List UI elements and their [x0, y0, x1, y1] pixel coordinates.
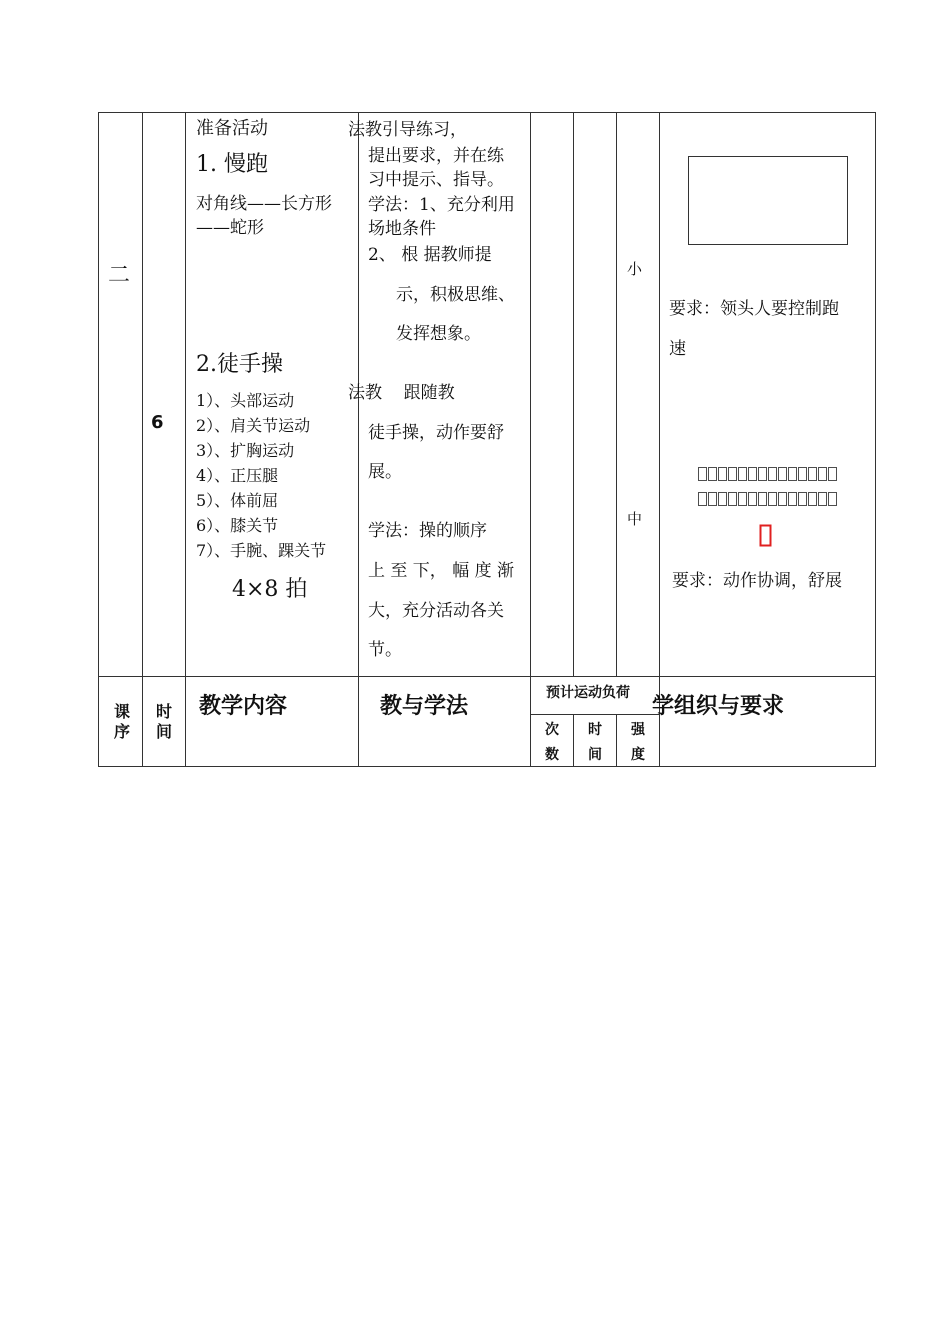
load-subheader-border: [531, 714, 660, 715]
col-border-7: [659, 112, 660, 767]
exercise-item: 7）、手腕、踝关节: [196, 541, 327, 560]
exercise-item: 3）、扩胸运动: [196, 441, 295, 460]
header-count: [540, 718, 564, 768]
header-top-border: [98, 676, 876, 677]
col-border-3: [358, 112, 359, 767]
header-count-char: 次: [545, 722, 559, 738]
header-lesson-order: [110, 702, 134, 742]
method-line: 徒手操，动作要舒: [368, 423, 504, 443]
header-lesson-order-char: 序: [113, 722, 130, 741]
section-number: 二: [108, 263, 131, 288]
table-bottom-border: [98, 766, 876, 767]
col-border-1: [142, 112, 143, 767]
header-intensity-char: 强: [631, 722, 645, 738]
exercise-item: 2）、肩关节运动: [196, 416, 311, 435]
col-border-5b: [573, 714, 574, 767]
header-time-char: 时: [155, 702, 172, 721]
header-expected-load: 预计运动负荷: [546, 685, 630, 701]
item1-route-a: 对角线——长方形: [196, 194, 332, 214]
method-line: 习中提示、指导。: [368, 170, 504, 190]
exercise-item: 4）、正压腿: [196, 466, 279, 485]
table-top-border: [98, 112, 876, 113]
method-line: 大，充分活动各关: [368, 601, 504, 621]
missing-glyph-row-1: [698, 466, 838, 482]
method-line: 学法：操的顺序: [368, 521, 487, 541]
exercise-item: 6）、膝关节: [196, 516, 279, 535]
method-line: 示，积极思维、: [396, 285, 515, 305]
exercise-item: 5）、体前屈: [196, 491, 279, 510]
header-teaching-methods: 教与学法: [380, 694, 469, 719]
method-line: 法教 跟随教: [348, 383, 455, 403]
method-line: 发挥想象。: [396, 324, 481, 344]
col-border-6a: [616, 112, 617, 677]
header-organization: 学组织与要求: [652, 694, 785, 719]
red-marker-icon: [759, 524, 773, 548]
method-line: 学法：1、充分利用: [368, 195, 515, 215]
exercise-item: 1）、头部运动: [196, 391, 295, 410]
method-line: 提出要求，并在练: [368, 146, 504, 166]
method-line: 法教引导练习，: [348, 120, 467, 140]
missing-glyph-row-2: [698, 491, 838, 507]
col-border-5a: [573, 112, 574, 677]
beats-label: 4×8 拍: [232, 577, 308, 602]
col-border-6b: [616, 714, 617, 767]
header-time-char: 间: [155, 722, 172, 741]
warmup-title: 准备活动: [196, 118, 268, 139]
item2-title: 2.徒手操: [196, 352, 283, 377]
header-lesson-order-char: 课: [113, 702, 130, 721]
col-border-0: [98, 112, 99, 767]
col-border-4: [530, 112, 531, 767]
header-teaching-content: 教学内容: [199, 694, 288, 719]
col-border-8: [875, 112, 876, 767]
org-requirement-run: 要求：领头人要控制跑: [669, 299, 839, 319]
formation-diagram-box: [688, 156, 848, 245]
header-count-char: 数: [545, 747, 559, 763]
method-line: 上 至 下， 幅 度 渐: [368, 561, 515, 581]
org-requirement-run-cont: 速: [669, 339, 686, 359]
org-requirement-exercise: 要求：动作协调，舒展: [672, 571, 842, 591]
header-load-time: [583, 718, 607, 768]
intensity-medium: 中: [627, 510, 643, 528]
header-intensity: [626, 718, 650, 768]
intensity-small: 小: [627, 260, 643, 278]
item1-title: 1. 慢跑: [196, 152, 268, 177]
header-load-time-char: 间: [588, 747, 602, 763]
header-time: [152, 702, 176, 742]
method-line: 节。: [368, 640, 402, 660]
item1-route-b: ——蛇形: [196, 218, 264, 238]
duration-value: 6: [151, 412, 164, 433]
method-line: 展。: [368, 462, 402, 482]
method-line: 场地条件: [368, 219, 436, 239]
header-load-time-char: 时: [588, 722, 602, 738]
header-intensity-char: 度: [631, 747, 645, 763]
method-line: 2、 根 据教师提: [368, 245, 492, 265]
col-border-2: [185, 112, 186, 767]
